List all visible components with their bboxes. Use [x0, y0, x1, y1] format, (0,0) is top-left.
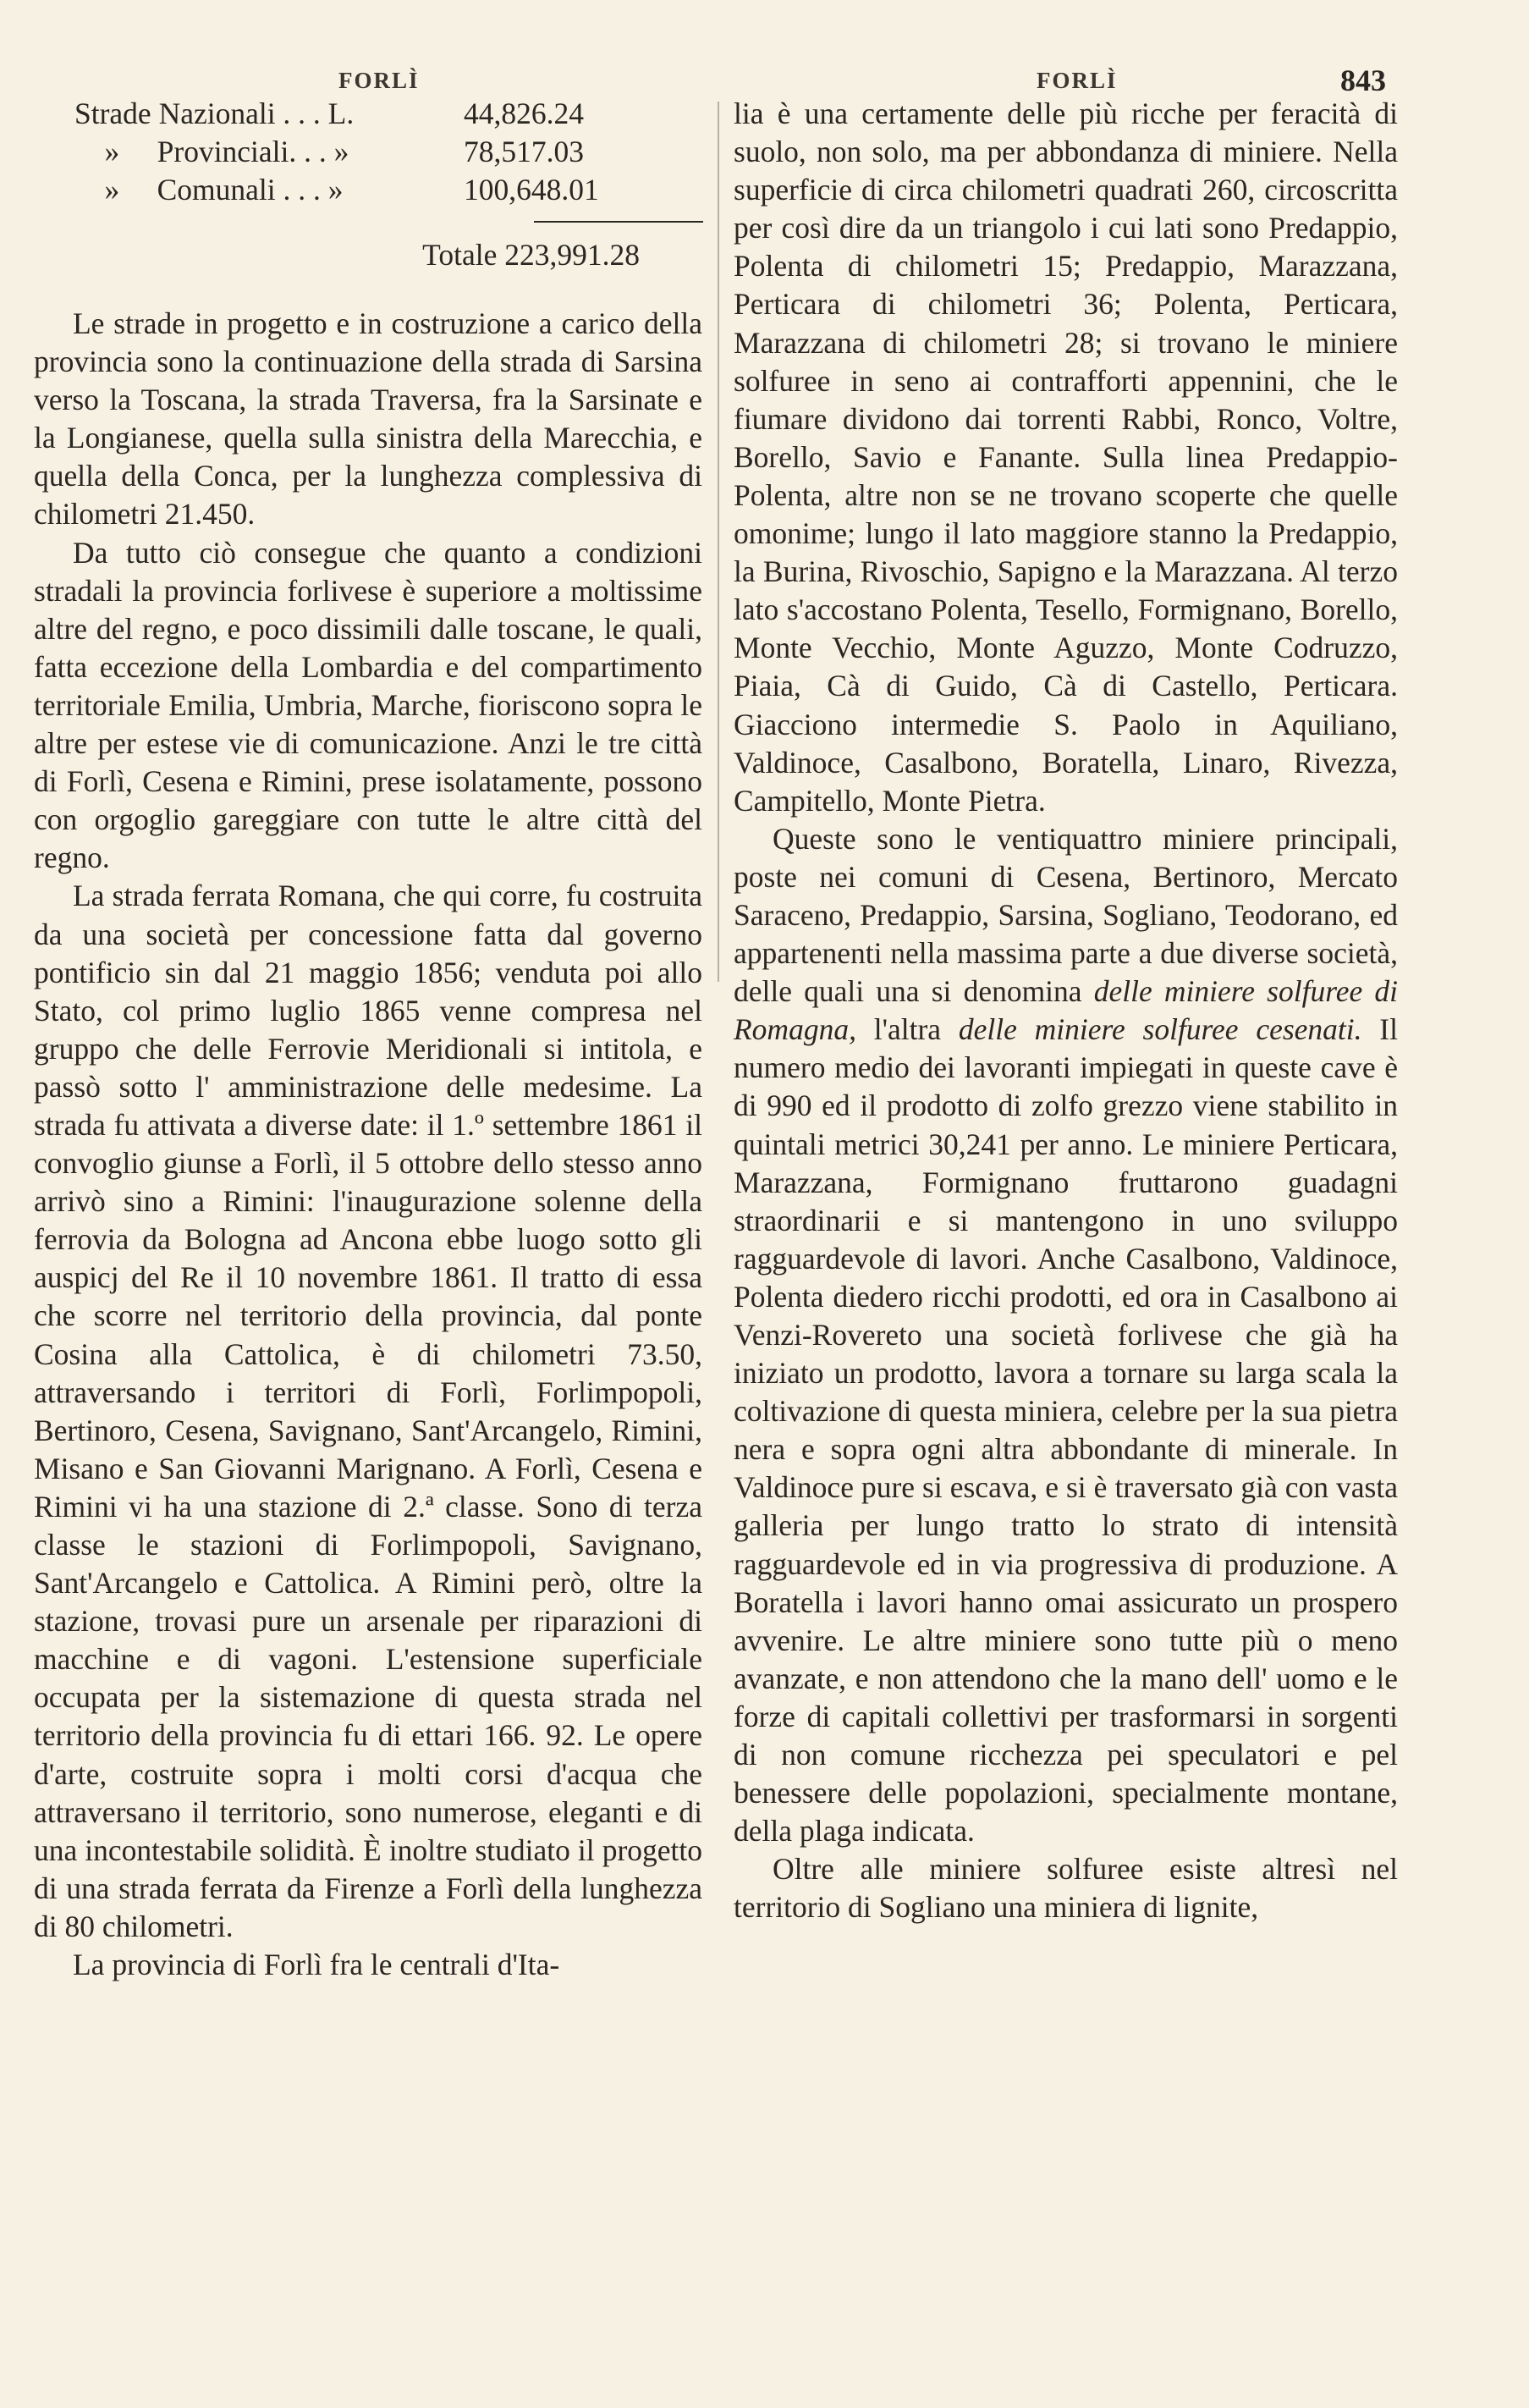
roads-table — [74, 95, 684, 274]
paragraph: La provincia di Forlì fra le centrali d'Ita- — [73, 1948, 560, 1982]
running-head-left: FORLÌ — [338, 68, 420, 93]
paragraph: Le strade in progetto e in costruzione a carico della provincia sono la continuazione della strada di Sarsina verso la Toscana, la strada Traversa, fra la Sarsinate e la Longianese, quella sulla sinistra della Marecchia, e quella della Conca, per la lunghezza complessiva di chilometri 21.450. — [34, 306, 702, 532]
left-column — [34, 95, 702, 1984]
road-amount: 100,648.01 — [464, 173, 599, 207]
right-column — [734, 95, 1398, 1927]
text-run: Il numero medio dei lavoranti impiegati in queste cave è di 990 ed il prodotto di zolfo grezzo viene stabilito in quintali metrici 30,241 per anno. Le miniere Perticara, Marazzana, Formignano fruttarono guadagni straordinarii e si mantengono in uno sviluppo ragguardevole di lavori. Anche Casalbono, Valdinoce, Polenta diedero ricchi prodotti, ed ora in Casalbono ai Venzi-Rovereto una società forlivese che già ha iniziato un prodotto, lavora a tornare su larga scala la coltivazione di questa miniera, celebre per la sua pietra nera e sopra ogni altra abbondante di minerale. In Valdinoce pure si escava, e si è traversato già con vasta galleria per lungo tratto lo strato di intensità ragguardevole ed in via progressiva di produzione. A Boratella i lavori hanno omai assicurato un prospero avvenire. Le altre miniere sono tutte più o meno avanzate, e non attendono che la mano dell' uomo e le forze di capitali collettivi per trasformarsi in sorgenti di non comune ricchezza pei speculatori e pel benessere delle popolazioni, specialmente montane, della plaga indicata. — [734, 1012, 1398, 1849]
road-type-label: » Provinciali. . . » — [74, 135, 349, 168]
italic-company-name: delle miniere solfuree cesenati. — [958, 1012, 1362, 1047]
paragraph: Oltre alle miniere solfuree esiste altresì nel territorio di Sogliano una miniera di lignite, — [734, 1852, 1398, 1925]
total-amount: 223,991.28 — [504, 238, 640, 272]
road-amount: 78,517.03 — [464, 135, 584, 168]
paragraph — [734, 820, 1398, 1851]
road-type-label: » Comunali . . . » — [74, 173, 344, 207]
paragraph: lia è una certamente delle più ricche per feracità di suolo, non solo, ma per abbondanza di miniere. Nella superficie di circa chilometri quadrati 260, circoscritta per così dire da un triangolo i cui lati sono Predappio, Polenta di chilometri 15; Predappio, Marazzana, Perticara di chilometri 36; Polenta, Perticara, Marazzana di chilometri 28; si trovano le miniere solfuree in seno ai contrafforti appennini, che le fiumare dividono dai torrenti Rabbi, Ronco, Voltre, Borello, Savio e Fanante. Sulla linea Predappio-Polenta, altre non se ne trovano scoperte che quelle omonime; lungo il lato maggiore stanno la Predappio, la Burina, Rivoschio, Sapigno e la Marazzana. Al terzo lato s'accostano Polenta, Tesello, Formignano, Borello, Monte Vecchio, Monte Aguzzo, Monte Codruzzo, Piaia, Cà di Guido, Cà di Castello, Perticara. Giacciono intermedie S. Paolo in Aquiliano, Valdinoce, Casalbono, Boratella, Linaro, Rivezza, Campitello, Monte Pietra. — [734, 96, 1398, 818]
text-run: l'altra — [855, 1012, 959, 1047]
page-number: 843 — [1340, 63, 1386, 97]
text-run: Queste sono le ventiquattro miniere principali, poste nei comuni di Cesena, Bertinoro, Mercato Saraceno, Predappio, Sarsina, Sogliano, Teodorano, ed appartenenti nella massima parte a due diverse società, delle quali una si denomina — [734, 821, 1398, 1009]
roads-table-row — [74, 133, 684, 171]
column-divider — [718, 102, 719, 982]
total-rule — [534, 221, 703, 223]
roads-table-row — [74, 95, 684, 133]
roads-total-row — [74, 236, 684, 274]
road-amount: 44,826.24 — [464, 96, 584, 130]
total-label: Totale — [422, 238, 498, 272]
running-head-right: FORLÌ — [1037, 68, 1118, 93]
italic-company-name: delle miniere solfuree di Romagna, — [734, 974, 1398, 1047]
road-type-label: Strade Nazionali . . . L. — [74, 96, 355, 130]
roads-table-row — [74, 171, 684, 209]
paragraph: La strada ferrata Romana, che qui corre, fu costruita da una società per concessione fatta dal governo pontificio sin dal 21 maggio 1856; venduta poi allo Stato, col primo luglio 1865 venne compresa nel gruppo che delle Ferrovie Meridionali si intitola, e passò sotto l' amministrazione delle medesime. La strada fu attivata a diverse date: il 1.º settembre 1861 il convoglio giunse a Forlì, il 5 ottobre dello stesso anno arrivò sino a Rimini: l'inaugurazione solenne della ferrovia da Bologna ad Ancona ebbe luogo sotto gli auspicj del Re il 10 novembre 1861. Il tratto di essa che scorre nel territorio della provincia, dal ponte Cosina alla Cattolica, è di chilometri 73.50, attraversando i territori di Forlì, Forlimpopoli, Bertinoro, Cesena, Savignano, Sant'Arcangelo, Rimini, Misano e San Giovanni Marignano. A Forlì, Cesena e Rimini vi ha una stazione di 2.ª classe. Sono di terza classe le stazioni di Forlimpopoli, Savignano, Sant'Arcangelo e Cattolica. A Rimini però, oltre la stazione, trovasi pure un arsenale per riparazioni di macchine e di vagoni. L'estensione superficiale occupata per la sistemazione di questa strada nel territorio della provincia fu di ettari 166. 92. Le opere d'arte, costruite sopra i molti corsi d'acqua che attraversano il territorio, sono numerose, eleganti e di una incontestabile solidità. È inoltre studiato il progetto di una strada ferrata da Firenze a Forlì della lunghezza di 80 chilometri. — [34, 879, 702, 1943]
paragraph: Da tutto ciò consegue che quanto a condizioni stradali la provincia forlivese è superiore a moltissime altre del regno, e poco dissimili dalle toscane, le quali, fatta eccezione della Lombardia e del compartimento territoriale Emilia, Umbria, Marche, fioriscono sopra le altre per estese vie di comunicazione. Anzi le tre città di Forlì, Cesena e Rimini, prese isolatamente, possono con orgoglio gareggiare con tutte le altre città del regno. — [34, 535, 702, 875]
